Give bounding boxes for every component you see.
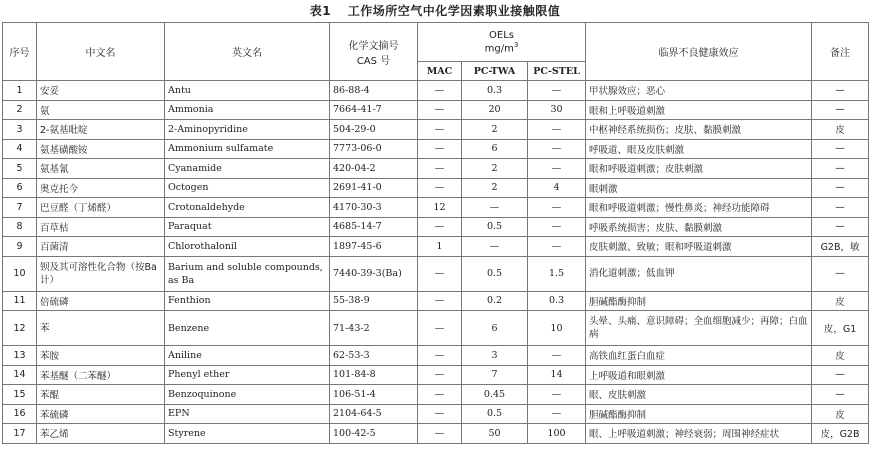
cell-mac: —	[418, 100, 462, 120]
cell-effect: 呼吸道、眼及皮肤刺激	[586, 139, 812, 159]
cell-effect: 胆碱酯酶抑制	[586, 291, 812, 311]
table-row	[3, 159, 869, 179]
cell-effect: 眼、皮肤刺激	[586, 385, 812, 405]
cell-stel: —	[528, 159, 586, 179]
cell-twa: 0.5	[462, 217, 528, 237]
cell-mac: 12	[418, 198, 462, 218]
cell-effect: 眼、上呼吸道刺激；神经衰弱；周围神经症状	[586, 424, 812, 444]
oels-table	[2, 22, 869, 444]
cell-cas: 2691-41-0	[330, 178, 418, 198]
cell-effect: 胆碱酯酶抑制	[586, 404, 812, 424]
header-oels-label: OELs	[489, 29, 514, 41]
cell-no: 11	[3, 291, 37, 311]
table-row	[3, 385, 869, 405]
cell-cas: 55-38-9	[330, 291, 418, 311]
cell-effect: 眼和呼吸道刺激；皮肤刺激	[586, 159, 812, 179]
cell-no: 1	[3, 81, 37, 101]
cell-stel: 0.3	[528, 291, 586, 311]
cell-cn-name: 百菌清	[37, 237, 165, 257]
cell-en-name: Benzene	[165, 311, 330, 346]
cell-en-name: Phenyl ether	[165, 365, 330, 385]
cell-effect: 消化道刺激；低血钾	[586, 256, 812, 291]
cell-cas: 106-51-4	[330, 385, 418, 405]
cell-twa: 0.2	[462, 291, 528, 311]
cell-cn-name: 苯乙烯	[37, 424, 165, 444]
cell-cn-name: 倍硫磷	[37, 291, 165, 311]
cell-en-name: Cyanamide	[165, 159, 330, 179]
cell-twa: 0.3	[462, 81, 528, 101]
cell-cas: 7664-41-7	[330, 100, 418, 120]
cell-stel: —	[528, 120, 586, 140]
header-oels-unit	[421, 41, 582, 54]
cell-cas: 504-29-0	[330, 120, 418, 140]
cell-mac: —	[418, 81, 462, 101]
cell-no: 8	[3, 217, 37, 237]
cell-mac: —	[418, 256, 462, 291]
cell-cn-name: 巴豆醛（丁烯醛）	[37, 198, 165, 218]
cell-note: 皮	[812, 404, 869, 424]
cell-cn-name: 奥克托今	[37, 178, 165, 198]
cell-en-name: Crotonaldehyde	[165, 198, 330, 218]
cell-en-name: EPN	[165, 404, 330, 424]
cell-note: 皮	[812, 120, 869, 140]
cell-cn-name: 苯基醚（二苯醚）	[37, 365, 165, 385]
cell-cn-name: 氨	[37, 100, 165, 120]
cell-note: —	[812, 217, 869, 237]
cell-stel: —	[528, 237, 586, 257]
header-cas	[330, 23, 418, 81]
cell-cas: 71-43-2	[330, 311, 418, 346]
cell-twa: 6	[462, 139, 528, 159]
cell-en-name: Paraquat	[165, 217, 330, 237]
cell-cn-name: 苯	[37, 311, 165, 346]
cell-note: —	[812, 365, 869, 385]
cell-twa: 7	[462, 365, 528, 385]
cell-en-name: Chlorothalonil	[165, 237, 330, 257]
cell-en-name: Octogen	[165, 178, 330, 198]
header-no: 序号	[3, 23, 37, 81]
cell-twa: 2	[462, 159, 528, 179]
cell-effect: 眼和呼吸道刺激；慢性鼻炎；神经功能障碍	[586, 198, 812, 218]
cell-mac: —	[418, 424, 462, 444]
header-cas-line1: 化学文摘号	[348, 40, 399, 52]
cell-stel: —	[528, 404, 586, 424]
cell-no: 5	[3, 159, 37, 179]
cell-note: G2B，敏	[812, 237, 869, 257]
cell-en-name: Antu	[165, 81, 330, 101]
cell-cas: 1897-45-6	[330, 237, 418, 257]
cell-effect: 呼吸系统损害；皮肤、黏膜刺激	[586, 217, 812, 237]
cell-mac: —	[418, 346, 462, 366]
cell-effect: 高铁血红蛋白血症	[586, 346, 812, 366]
cell-twa: 50	[462, 424, 528, 444]
cell-effect: 头晕、头痛、意识障碍；全血细胞减少；再障；白血病	[586, 311, 812, 346]
cell-twa: 2	[462, 178, 528, 198]
cell-en-name: 2-Aminopyridine	[165, 120, 330, 140]
table-row	[3, 404, 869, 424]
cell-twa: 0.45	[462, 385, 528, 405]
header-oels	[418, 23, 586, 62]
cell-mac: —	[418, 217, 462, 237]
cell-note: —	[812, 198, 869, 218]
header-effect: 临界不良健康效应	[586, 23, 812, 81]
cell-cas: 420-04-2	[330, 159, 418, 179]
cell-twa: 3	[462, 346, 528, 366]
table-row	[3, 81, 869, 101]
cell-no: 9	[3, 237, 37, 257]
cell-cn-name: 百草枯	[37, 217, 165, 237]
header-oels-unit-base: mg/m	[484, 43, 514, 55]
cell-cn-name: 安妥	[37, 81, 165, 101]
cell-mac: —	[418, 159, 462, 179]
cell-stel: 100	[528, 424, 586, 444]
cell-effect: 中枢神经系统损伤；皮肤、黏膜刺激	[586, 120, 812, 140]
cell-no: 7	[3, 198, 37, 218]
cell-note: 皮	[812, 291, 869, 311]
cell-cn-name: 氨基氰	[37, 159, 165, 179]
caption-label: 表1	[309, 4, 332, 18]
cell-stel: —	[528, 81, 586, 101]
cell-en-name: Barium and soluble compounds, as Ba	[165, 256, 330, 291]
cell-no: 2	[3, 100, 37, 120]
table-row	[3, 120, 869, 140]
cell-no: 15	[3, 385, 37, 405]
cell-stel: 30	[528, 100, 586, 120]
cell-note: 皮，G2B	[812, 424, 869, 444]
cell-stel: —	[528, 346, 586, 366]
table-row	[3, 346, 869, 366]
table-caption	[0, 0, 870, 22]
cell-en-name: Ammonium sulfamate	[165, 139, 330, 159]
cell-no: 13	[3, 346, 37, 366]
cell-effect: 上呼吸道和眼刺激	[586, 365, 812, 385]
caption-title: 工作场所空气中化学因素职业接触限值	[347, 4, 561, 18]
cell-cn-name: 苯醌	[37, 385, 165, 405]
cell-effect: 眼和上呼吸道刺激	[586, 100, 812, 120]
table-row	[3, 365, 869, 385]
table-row	[3, 139, 869, 159]
cell-en-name: Aniline	[165, 346, 330, 366]
cell-mac: —	[418, 311, 462, 346]
cell-twa: —	[462, 198, 528, 218]
cell-mac: —	[418, 291, 462, 311]
cell-no: 10	[3, 256, 37, 291]
cell-cn-name: 氨基磺酸铵	[37, 139, 165, 159]
table-row	[3, 424, 869, 444]
cell-no: 12	[3, 311, 37, 346]
cell-note: —	[812, 100, 869, 120]
cell-cas: 101-84-8	[330, 365, 418, 385]
cell-stel: 4	[528, 178, 586, 198]
cell-twa: 20	[462, 100, 528, 120]
cell-cas: 62-53-3	[330, 346, 418, 366]
cell-en-name: Fenthion	[165, 291, 330, 311]
cell-effect: 眼刺激	[586, 178, 812, 198]
cell-mac: —	[418, 385, 462, 405]
cell-twa: 0.5	[462, 404, 528, 424]
cell-stel: —	[528, 139, 586, 159]
table-row	[3, 291, 869, 311]
cell-cas: 4685-14-7	[330, 217, 418, 237]
cell-no: 3	[3, 120, 37, 140]
header-mac: MAC	[418, 62, 462, 81]
cell-mac: —	[418, 178, 462, 198]
cell-cn-name: 苯硫磷	[37, 404, 165, 424]
table-row	[3, 100, 869, 120]
cell-stel: 14	[528, 365, 586, 385]
cell-note: —	[812, 159, 869, 179]
table-row	[3, 198, 869, 218]
cell-cas: 7773-06-0	[330, 139, 418, 159]
cell-twa: 2	[462, 120, 528, 140]
header-cas-line2: CAS 号	[356, 55, 391, 67]
cell-cn-name: 2-氨基吡啶	[37, 120, 165, 140]
table-row	[3, 178, 869, 198]
header-twa: PC-TWA	[462, 62, 528, 81]
table-row	[3, 256, 869, 291]
cell-mac: —	[418, 365, 462, 385]
cell-cas: 7440-39-3(Ba)	[330, 256, 418, 291]
header-note: 备注	[812, 23, 869, 81]
cell-cas: 100-42-5	[330, 424, 418, 444]
cell-effect: 皮肤刺激、致敏；眼和呼吸道刺激	[586, 237, 812, 257]
cell-note: —	[812, 256, 869, 291]
cell-note: 皮，G1	[812, 311, 869, 346]
cell-no: 16	[3, 404, 37, 424]
cell-twa: 0.5	[462, 256, 528, 291]
cell-en-name: Benzoquinone	[165, 385, 330, 405]
cell-cas: 86-88-4	[330, 81, 418, 101]
cell-stel: 10	[528, 311, 586, 346]
cell-effect: 甲状腺效应；恶心	[586, 81, 812, 101]
cell-note: —	[812, 139, 869, 159]
cell-note: —	[812, 81, 869, 101]
table-row	[3, 217, 869, 237]
table-row	[3, 237, 869, 257]
cell-note: —	[812, 385, 869, 405]
cell-cas: 4170-30-3	[330, 198, 418, 218]
cell-mac: —	[418, 404, 462, 424]
cell-en-name: Styrene	[165, 424, 330, 444]
cell-note: —	[812, 178, 869, 198]
cell-mac: —	[418, 139, 462, 159]
header-oels-unit-sup: 3	[513, 40, 519, 49]
cell-twa: —	[462, 237, 528, 257]
cell-no: 14	[3, 365, 37, 385]
cell-mac: —	[418, 120, 462, 140]
header-stel: PC-STEL	[528, 62, 586, 81]
cell-mac: 1	[418, 237, 462, 257]
cell-stel: —	[528, 385, 586, 405]
cell-no: 4	[3, 139, 37, 159]
header-cn-name: 中文名	[37, 23, 165, 81]
cell-en-name: Ammonia	[165, 100, 330, 120]
cell-no: 6	[3, 178, 37, 198]
cell-cn-name: 苯胺	[37, 346, 165, 366]
cell-stel: —	[528, 217, 586, 237]
cell-stel: 1.5	[528, 256, 586, 291]
header-en-name: 英文名	[165, 23, 330, 81]
table-row	[3, 311, 869, 346]
cell-stel: —	[528, 198, 586, 218]
cell-note: 皮	[812, 346, 869, 366]
cell-cn-name: 钡及其可溶性化合物（按Ba计）	[37, 256, 165, 291]
cell-twa: 6	[462, 311, 528, 346]
cell-cas: 2104-64-5	[330, 404, 418, 424]
cell-no: 17	[3, 424, 37, 444]
